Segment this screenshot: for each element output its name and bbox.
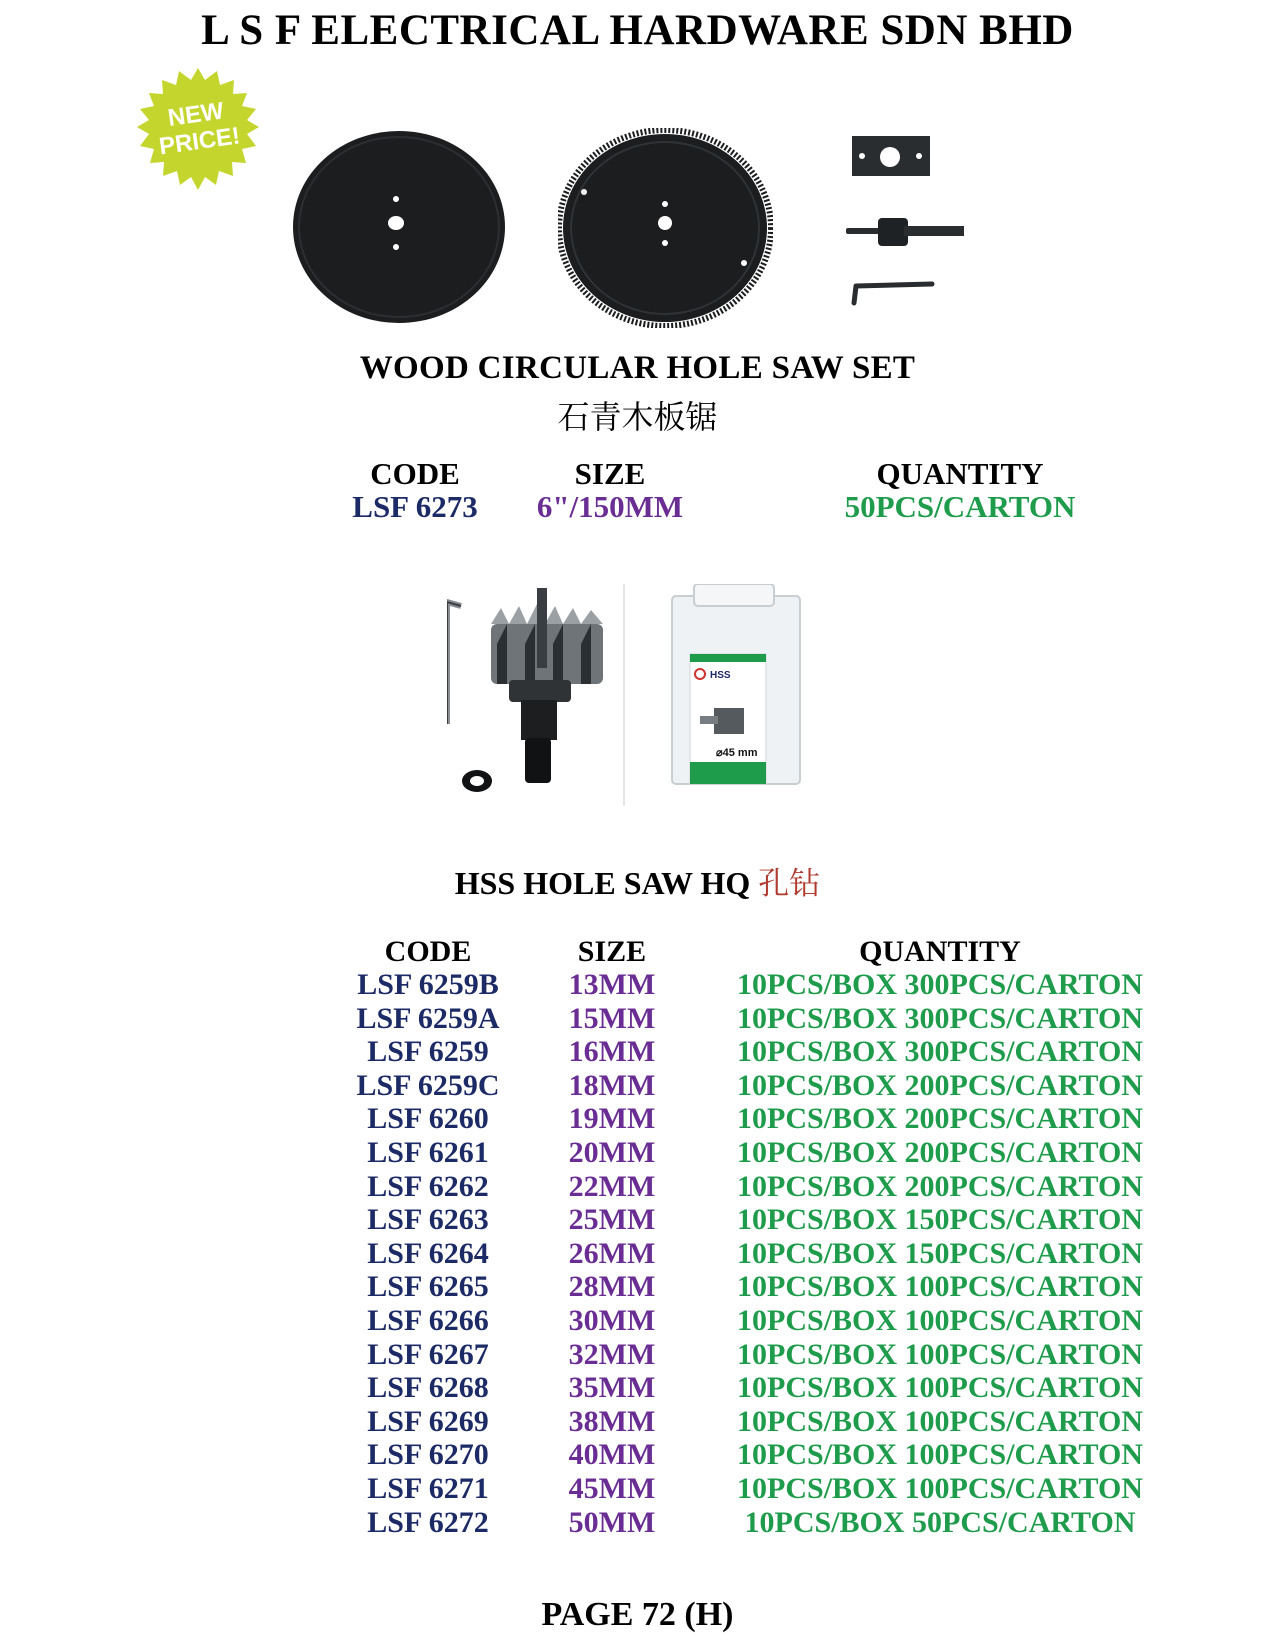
row-quantity: 10PCS/BOX 300PCS/CARTON <box>737 1001 1143 1035</box>
row-code: LSF 6263 <box>367 1203 489 1237</box>
row-code: LSF 6261 <box>367 1135 489 1169</box>
row-quantity: 10PCS/BOX 150PCS/CARTON <box>737 1236 1143 1270</box>
row-quantity: 10PCS/BOX 300PCS/CARTON <box>737 1035 1143 1069</box>
page-number: PAGE 72 (H) <box>541 1596 734 1633</box>
row-size: 15MM <box>568 1001 656 1035</box>
row-quantity: 10PCS/BOX 100PCS/CARTON <box>737 1371 1143 1405</box>
row-code: LSF 6259B <box>357 968 499 1001</box>
p1-header-quantity: QUANTITY <box>876 456 1044 491</box>
table-row <box>0 1069 1275 1103</box>
row-quantity: 10PCS/BOX 50PCS/CARTON <box>744 1505 1136 1539</box>
row-quantity: 10PCS/BOX 100PCS/CARTON <box>737 1404 1143 1438</box>
row-code: LSF 6269 <box>367 1404 489 1438</box>
row-size: 30MM <box>568 1303 656 1337</box>
row-code: LSF 6266 <box>367 1303 489 1337</box>
new-price-badge <box>134 66 262 194</box>
product2-title-text: HSS HOLE SAW HQ <box>454 865 751 901</box>
badge-line1: NEW <box>166 97 226 132</box>
company-name: L S F ELECTRICAL HARDWARE SDN BHD <box>201 7 1074 54</box>
image-divider <box>623 584 625 806</box>
row-code: LSF 6259 <box>367 1035 489 1069</box>
row-size: 40MM <box>568 1438 656 1472</box>
p1-quantity: 50PCS/CARTON <box>844 489 1076 524</box>
p1-header-size: SIZE <box>574 456 646 491</box>
package-size-mark: ⌀45 mm <box>716 747 758 759</box>
toothed-saw-blade-image <box>558 128 773 328</box>
row-quantity: 10PCS/BOX 100PCS/CARTON <box>737 1303 1143 1337</box>
row-size: 13MM <box>568 968 656 1001</box>
row-code: LSF 6262 <box>367 1169 489 1203</box>
table-row <box>0 1304 1275 1338</box>
table-row <box>0 1438 1275 1472</box>
table-row <box>0 1270 1275 1304</box>
row-size: 35MM <box>568 1371 656 1405</box>
table-row <box>0 1035 1275 1069</box>
header-size: SIZE <box>577 935 647 968</box>
table-row <box>0 1338 1275 1372</box>
row-size: 28MM <box>568 1270 656 1304</box>
row-size: 18MM <box>568 1068 656 1102</box>
row-code: LSF 6270 <box>367 1438 489 1472</box>
hole-saw-package-image <box>664 584 814 789</box>
row-size: 20MM <box>568 1135 656 1169</box>
p1-code: LSF 6273 <box>352 489 478 524</box>
table-row <box>0 1405 1275 1439</box>
row-code: LSF 6268 <box>367 1371 489 1405</box>
row-code: LSF 6271 <box>367 1471 489 1505</box>
p1-size: 6"/150MM <box>536 489 684 524</box>
row-size: 22MM <box>568 1169 656 1203</box>
row-quantity: 10PCS/BOX 100PCS/CARTON <box>737 1438 1143 1472</box>
product2-title <box>0 858 1275 903</box>
header-quantity: QUANTITY <box>859 935 1021 968</box>
row-quantity: 10PCS/BOX 200PCS/CARTON <box>737 1068 1143 1102</box>
table-row <box>0 1002 1275 1036</box>
package-brand: HSS <box>710 670 731 681</box>
row-size: 32MM <box>568 1337 656 1371</box>
row-code: LSF 6264 <box>367 1236 489 1270</box>
row-code: LSF 6259C <box>356 1068 500 1102</box>
hss-hole-saw-image <box>447 584 617 809</box>
row-size: 38MM <box>568 1404 656 1438</box>
arbor-accessories-image <box>846 128 986 328</box>
saw-disc-image <box>292 130 507 325</box>
row-quantity: 10PCS/BOX 300PCS/CARTON <box>737 968 1143 1001</box>
table-row <box>0 1237 1275 1271</box>
row-size: 26MM <box>568 1236 656 1270</box>
badge-line2: PRICE! <box>157 122 242 161</box>
product1-title-cn: 石青木板锯 <box>557 398 718 436</box>
row-size: 25MM <box>568 1203 656 1237</box>
table-header-row <box>0 935 1275 968</box>
table-row <box>0 1203 1275 1237</box>
row-quantity: 10PCS/BOX 100PCS/CARTON <box>737 1337 1143 1371</box>
table-row <box>0 1136 1275 1170</box>
table-row <box>0 1472 1275 1506</box>
table-row <box>0 1371 1275 1405</box>
hss-hole-saw-table <box>0 935 1275 1539</box>
row-quantity: 10PCS/BOX 100PCS/CARTON <box>737 1471 1143 1505</box>
header-code: CODE <box>384 935 472 968</box>
row-quantity: 10PCS/BOX 200PCS/CARTON <box>737 1135 1143 1169</box>
row-code: LSF 6272 <box>367 1505 489 1539</box>
row-quantity: 10PCS/BOX 200PCS/CARTON <box>737 1102 1143 1136</box>
row-quantity: 10PCS/BOX 200PCS/CARTON <box>737 1169 1143 1203</box>
table-row <box>0 1170 1275 1204</box>
row-size: 50MM <box>568 1505 656 1539</box>
row-code: LSF 6267 <box>367 1337 489 1371</box>
row-size: 19MM <box>568 1102 656 1136</box>
product2-title-cn: 孔钻 <box>758 866 821 902</box>
row-code: LSF 6259A <box>356 1001 500 1035</box>
row-quantity: 10PCS/BOX 150PCS/CARTON <box>737 1203 1143 1237</box>
table-row <box>0 968 1275 1002</box>
product1-title: WOOD CIRCULAR HOLE SAW SET <box>359 350 916 386</box>
row-size: 45MM <box>568 1471 656 1505</box>
row-code: LSF 6260 <box>367 1102 489 1136</box>
table-row <box>0 1102 1275 1136</box>
p1-header-code: CODE <box>370 456 460 491</box>
table-row <box>0 1506 1275 1540</box>
row-code: LSF 6265 <box>367 1270 489 1304</box>
row-quantity: 10PCS/BOX 100PCS/CARTON <box>737 1270 1143 1304</box>
row-size: 16MM <box>568 1035 656 1069</box>
